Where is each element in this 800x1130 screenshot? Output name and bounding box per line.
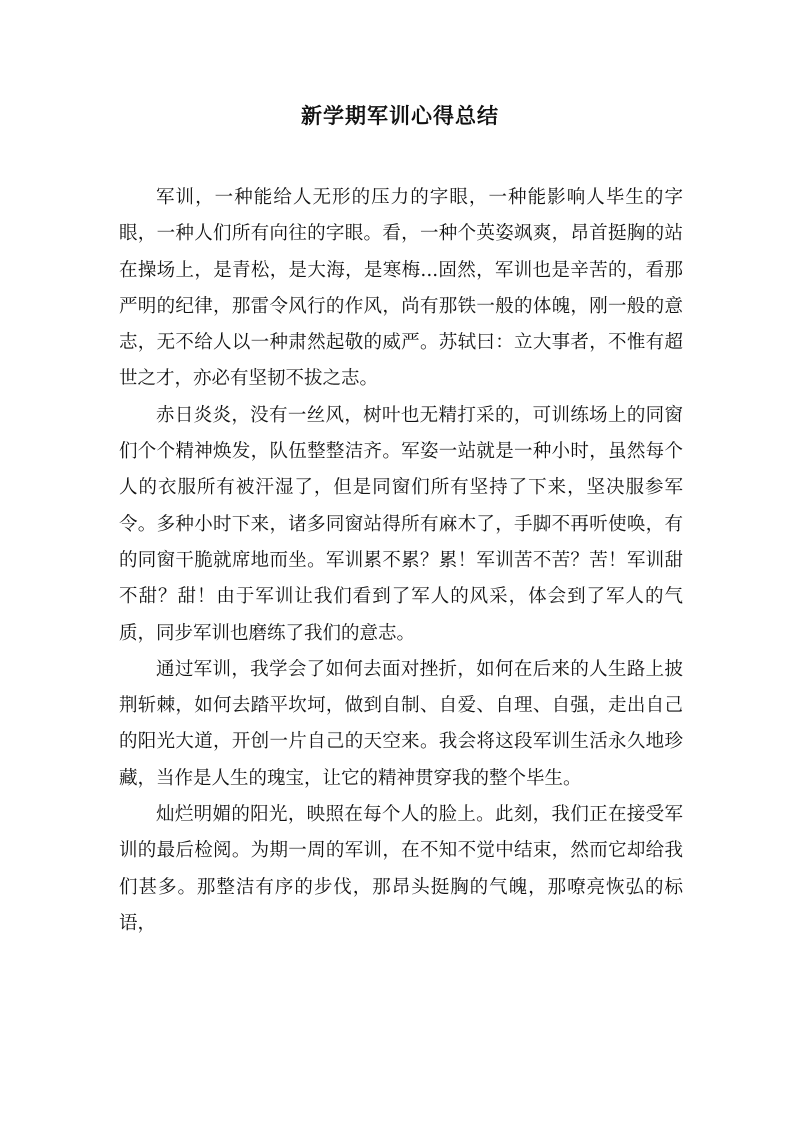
- paragraph-lessons-learned: 通过军训，我学会了如何去面对挫折，如何在后来的人生路上披荆斩棘，如何去踏平坎坷，做到自制、自爱、自理、自强，走出自己的阳光大道，开创一片自己的天空来。我会将这段军训生活永久地珍藏，当作是人生的瑰宝，让它的精神贯穿我的整个毕生。: [119, 658, 683, 789]
- paragraph-final-review: 灿烂明媚的阳光，映照在每个人的脸上。此刻，我们正在接受军训的最后检阅。为期一周的军训，在不知不觉中结束，然而它却给我们甚多。那整洁有序的步伐，那昂头挺胸的气魄，那嘹亮恢弘的标语，: [119, 804, 683, 934]
- paragraph-military-training-intro: 军训，一种能给人无形的压力的字眼，一种能影响人毕生的字眼，一种人们所有向往的字眼。看，一种个英姿飒爽，昂首挺胸的站在操场上，是青松，是大海，是寒梅...固然，军训也是辛苦的，看那严明的纪律，那雷令风行的作风，尚有那铁一般的体魄，刚一般的意志，无不给人以一种肃然起敬的威严。苏轼曰：立大事者，不惟有超世之才，亦必有坚韧不拔之志。: [119, 187, 683, 390]
- paragraph-training-field: 赤日炎炎，没有一丝风，树叶也无精打采的，可训练场上的同窗们个个精神焕发，队伍整整洁齐。军姿一站就是一种小时，虽然每个人的衣服所有被汗湿了，但是同窗们所有坚持了下来，坚决服参军令。多种小时下来，诸多同窗站得所有麻木了，手脚不再听使唤，有的同窗干脆就席地而坐。军训累不累？累！军训苦不苦？苦！军训甜不甜？甜！由于军训让我们看到了军人的风采，体会到了军人的气质，同步军训也磨练了我们的意志。: [119, 404, 683, 644]
- document-title: 新学期军训心得总结: [301, 103, 499, 128]
- document-body: [119, 180, 683, 942]
